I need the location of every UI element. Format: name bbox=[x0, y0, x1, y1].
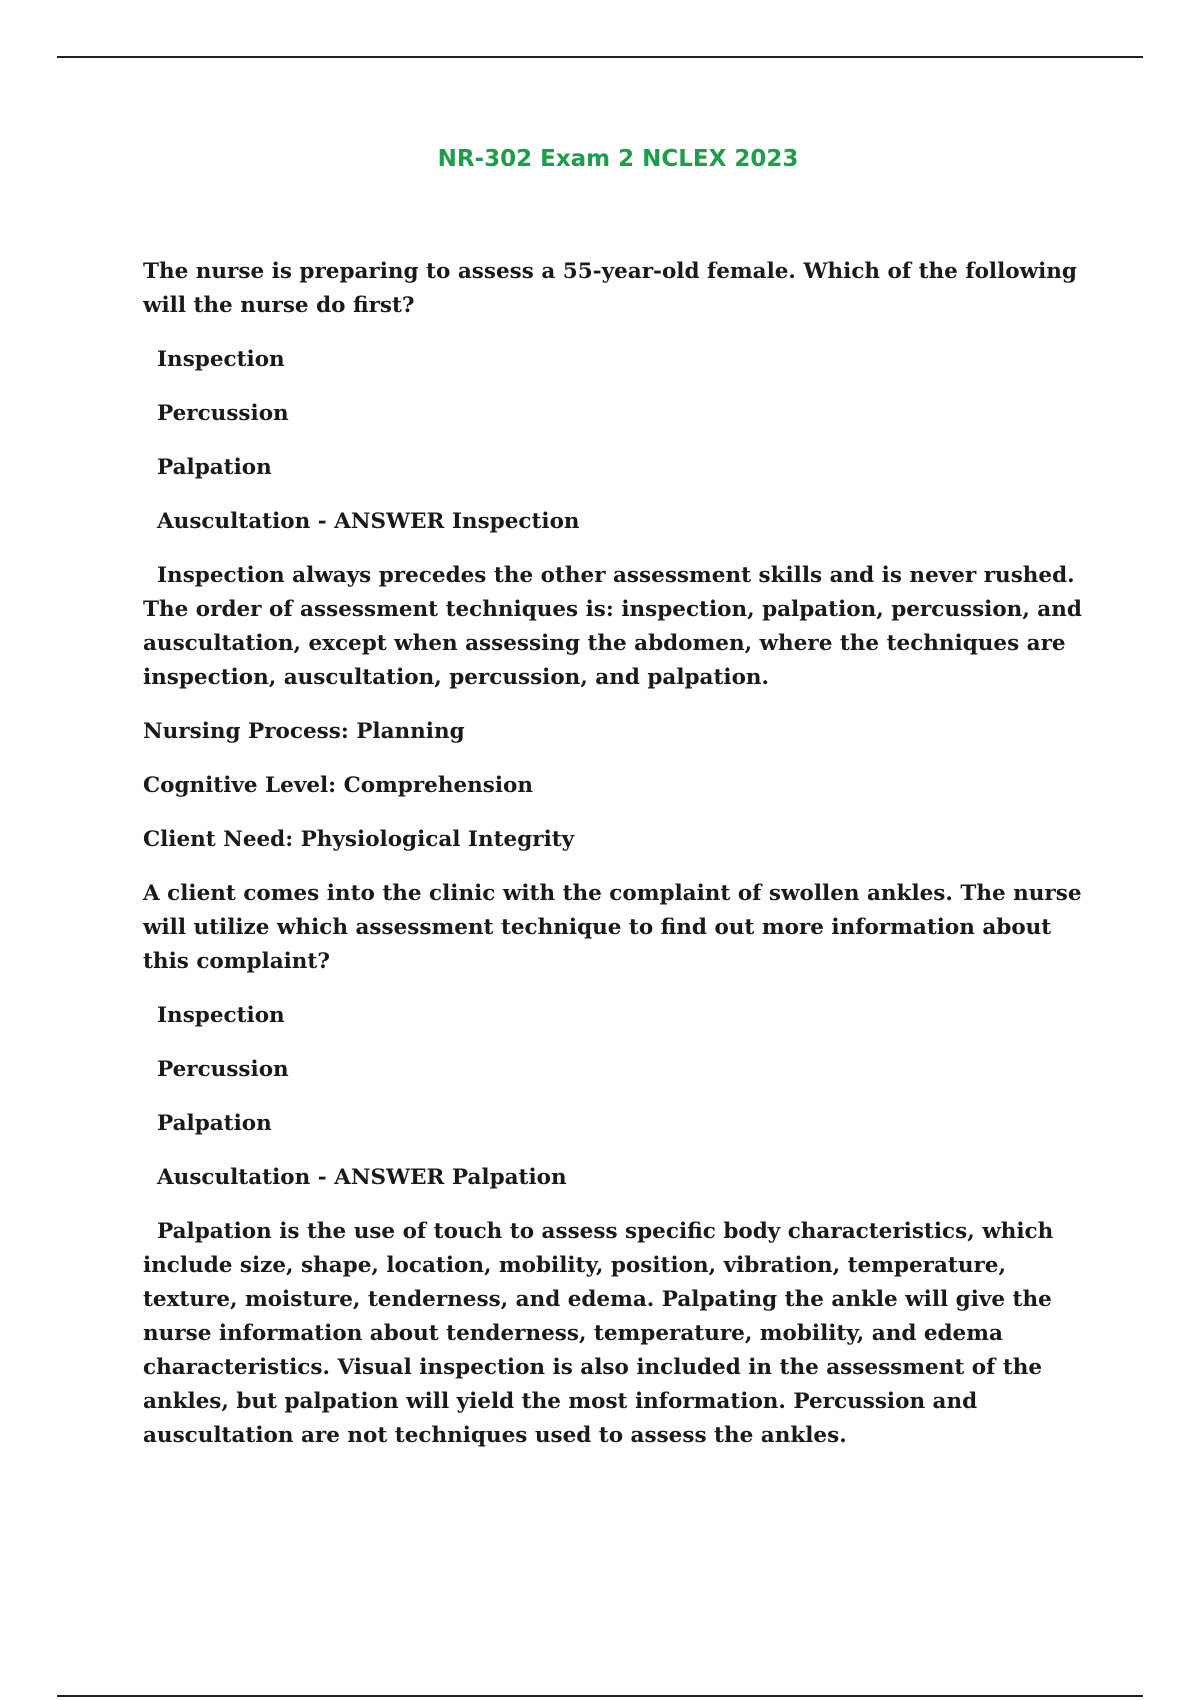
question-2-option-4-answer: Auscultation - ANSWER Palpation bbox=[157, 1165, 567, 1190]
question-2-option-2: Percussion bbox=[157, 1057, 289, 1082]
header-rule bbox=[57, 56, 1143, 58]
question-2-option-3: Palpation bbox=[157, 1111, 272, 1136]
question-1-option-1: Inspection bbox=[157, 347, 285, 372]
question-1-option-3: Palpation bbox=[157, 455, 272, 480]
question-1-prompt: The nurse is preparing to assess a 55-year-old female. Which of the following will the nurse do first? bbox=[143, 259, 1077, 318]
question-1-option-2: Percussion bbox=[157, 401, 289, 426]
question-1-cognitive-level: Cognitive Level: Comprehension bbox=[143, 773, 534, 798]
question-1-rationale: Inspection always precedes the other assessment skills and is never rushed. The order of assessment techniques is: inspection, palpation, percussion, and auscultation, except when assessing the abdomen, where the techniques are inspection, auscultation, percussion, and palpation. bbox=[143, 563, 1082, 690]
footer-rule bbox=[57, 1695, 1143, 1697]
question-2-option-1: Inspection bbox=[157, 1003, 285, 1028]
question-2-rationale: Palpation is the use of touch to assess specific body characteristics, which include size, shape, location, mobility, position, vibration, temperature, texture, moisture, tenderness, and edema. Palpating the ankle will give the nurse information about tenderness, temperature, mobility, and edema characteristics. Visual inspection is also included in the assessment of the ankles, but palpation will yield the most information. Percussion and auscultation are not techniques used to assess the ankles. bbox=[143, 1219, 1054, 1448]
question-2-prompt: A client comes into the clinic with the complaint of swollen ankles. The nurse will utilize which assessment technique to find out more information about this complaint? bbox=[143, 881, 1082, 974]
document-title: NR-302 Exam 2 NCLEX 2023 bbox=[437, 146, 799, 172]
question-1-option-4-answer: Auscultation - ANSWER Inspection bbox=[157, 509, 580, 534]
document-body bbox=[143, 255, 1093, 1473]
question-1-nursing-process: Nursing Process: Planning bbox=[143, 719, 465, 744]
question-1-client-need: Client Need: Physiological Integrity bbox=[143, 827, 575, 852]
